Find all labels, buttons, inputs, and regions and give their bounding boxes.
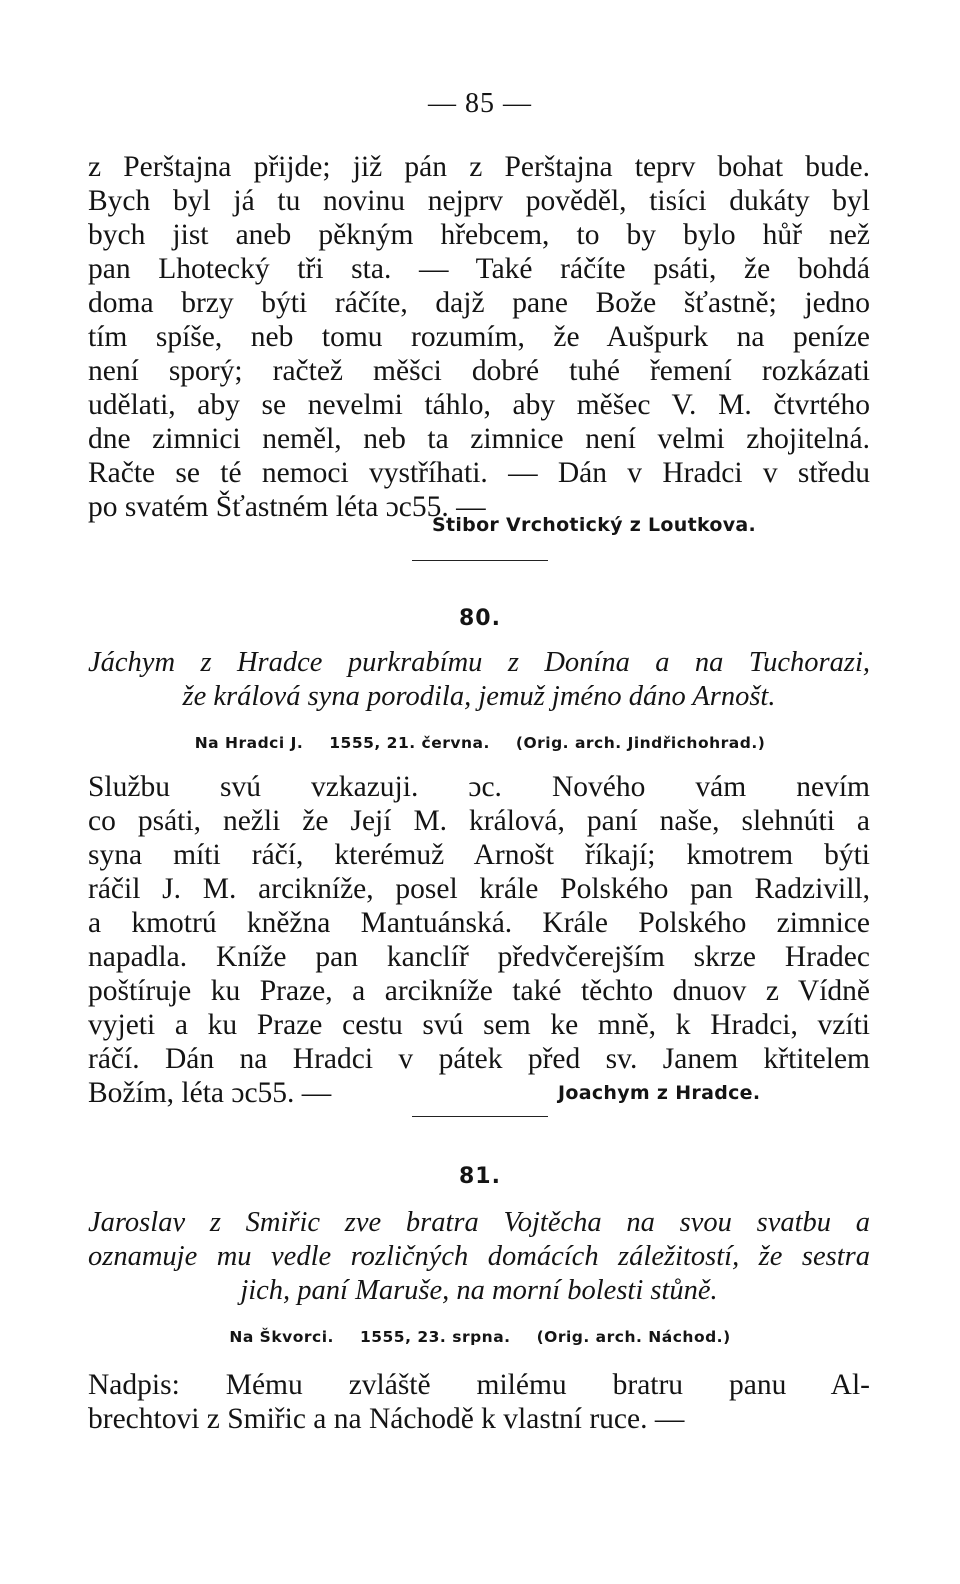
text-line: napadla. Kníže pan kanclíř předvčerejším skrze Hradec: [88, 941, 870, 973]
text-line: dne zimnici neměl, neb ta zimnice není velmi zhojitelná.: [88, 423, 870, 455]
text-line: Bych byl já tu novinu nejprv pověděl, tisíci dukáty byl: [88, 185, 870, 217]
letter-80-archive: (Orig. arch. Jindřichohrad.): [515, 734, 766, 752]
letter-number-81: 81.: [459, 1164, 501, 1189]
text-line: doma brzy býti ráčíte, dajž pane Bože šťastně; jedno: [88, 287, 870, 319]
letter-80-meta: [0, 734, 960, 752]
text-line: ráčil J. M. arcikníže, posel krále Polského pan Radzivill,: [88, 873, 870, 905]
text-line: vyjeti a ku Praze cestu svú sem ke mně, k Hradci, vzíti: [88, 1009, 870, 1041]
letter-81-heading-line: Jaroslav z Smiřic zve bratra Vojtěcha na svou svatbu a: [88, 1207, 870, 1238]
text-line: a kmotrú kněžna Mantuánská. Krále Polského zimnice: [88, 907, 870, 939]
text-line: brechtovi z Smiřic a na Náchodě k vlastní ruce. —: [88, 1403, 685, 1435]
letter-81-heading-line: oznamuje mu vedle rozličných domácích záležitostí, že sestra: [88, 1241, 870, 1272]
text-line: poštíruje ku Praze, a arcikníže také těchto dnuov z Vídně: [88, 975, 870, 1007]
letter-81-meta: [0, 1328, 960, 1346]
text-line: není sporý; račtež měšci dobré tuhé řemení rozkázati: [88, 355, 870, 387]
text-line: Račte se té nemoci vystříhati. — Dán v Hradci v středu: [88, 457, 870, 489]
text-line: z Perštajna přijde; již pán z Perštajna teprv bohat bude.: [88, 151, 870, 183]
signature-joachym: Joachym z Hradce.: [558, 1082, 761, 1104]
text-line: udělati, aby se nevelmi táhlo, aby měšec V. M. čtvrtého: [88, 389, 870, 421]
text-line: po svatém Šťastném léta ɔc55. —: [88, 491, 486, 523]
letter-81-archive: (Orig. arch. Náchod.): [536, 1328, 731, 1346]
text-line: ráčí. Dán na Hradci v pátek před sv. Janem křtitelem: [88, 1043, 870, 1075]
text-line: Božím, léta ɔc55. —: [88, 1077, 332, 1109]
section-divider: [412, 560, 548, 561]
text-line: co psáti, nežli že Její M. králová, paní naše, slehnúti a: [88, 805, 870, 837]
letter-80-heading-line: Jáchym z Hradce purkrabímu z Donína a na Tuchorazi,: [88, 647, 870, 678]
letter-80-place: Na Hradci J.: [194, 734, 304, 752]
letter-81-date: 1555, 23. srpna.: [359, 1328, 511, 1346]
signature-stibor: Stibor Vrchotický z Loutkova.: [432, 514, 757, 536]
text-line: pan Lhotecký tři sta. — Také ráčíte psáti, že bohdá: [88, 253, 870, 285]
page-number: — 85 —: [428, 88, 532, 119]
letter-80-heading-line: že králová syna porodila, jemuž jméno dáno Arnošt.: [182, 681, 776, 712]
letter-81-heading-line: jich, paní Maruše, na morní bolesti stůně.: [240, 1275, 718, 1306]
section-divider: [412, 1116, 548, 1117]
letter-number-80: 80.: [459, 606, 501, 631]
letter-80-date: 1555, 21. června.: [329, 734, 490, 752]
text-line: syna míti ráčí, kterémuž Arnošt říkají; kmotrem býti: [88, 839, 870, 871]
text-line: tím spíše, neb tomu rozumím, že Aušpurk na peníze: [88, 321, 870, 353]
text-line: bych jist aneb pěkným hřebcem, to by bylo hůř než: [88, 219, 870, 251]
letter-81-place: Na Škvorci.: [229, 1328, 334, 1346]
text-line: Službu svú vzkazuji. ɔc. Nového vám nevím: [88, 771, 870, 803]
text-line: Nadpis: Mému zvláště milému bratru panu Al-: [88, 1369, 870, 1401]
